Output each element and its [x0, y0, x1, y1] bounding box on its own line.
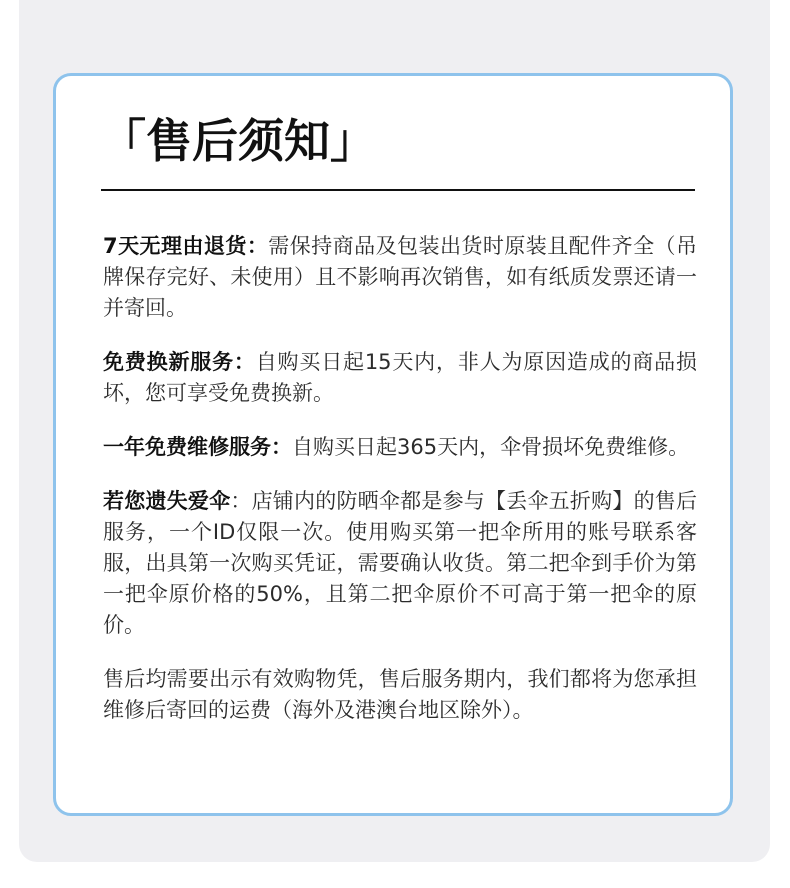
policy-lost-umbrella	[103, 486, 697, 641]
after-sales-card	[53, 73, 733, 816]
policy-repair-text: 自购买日起365天内，伞骨损坏免费维修。	[292, 435, 690, 459]
policy-lost-umbrella-label: 若您遗失爱伞	[103, 489, 231, 513]
policy-footer-note: 售后均需要出示有效购物凭，售后服务期内，我们都将为您承担维修后寄回的运费（海外及港澳台地区除外）。	[103, 667, 697, 722]
policy-lost-umbrella-text: ：店铺内的防晒伞都是参与【丢伞五折购】的售后服务，一个ID仅限一次。使用购买第一把伞所用的账号联系客服，出具第一次购买凭证，需要确认收货。第二把伞到手价为第一把伞原价格的50%，且第二把伞原价不可高于第一把伞的原价。	[103, 489, 698, 637]
policy-repair	[103, 432, 697, 463]
policy-return-label: 7天无理由退货：	[103, 234, 269, 258]
policy-return	[103, 231, 697, 324]
policy-replacement-label: 免费换新服务：	[103, 350, 256, 374]
policy-return-text: 需保持商品及包装出货时原装且配件齐全（吊牌保存完好、未使用）且不影响再次销售，如有纸质发票还请一并寄回。	[103, 234, 697, 320]
policy-replacement-text: 自购买日起15天内，非人为原因造成的商品损坏，您可享受免费换新。	[103, 350, 697, 405]
policy-repair-label: 一年免费维修服务：	[103, 435, 292, 459]
page-title: 「售后须知」	[100, 114, 376, 168]
policy-body	[103, 231, 697, 749]
policy-replacement	[103, 347, 697, 409]
title-divider	[101, 189, 695, 191]
